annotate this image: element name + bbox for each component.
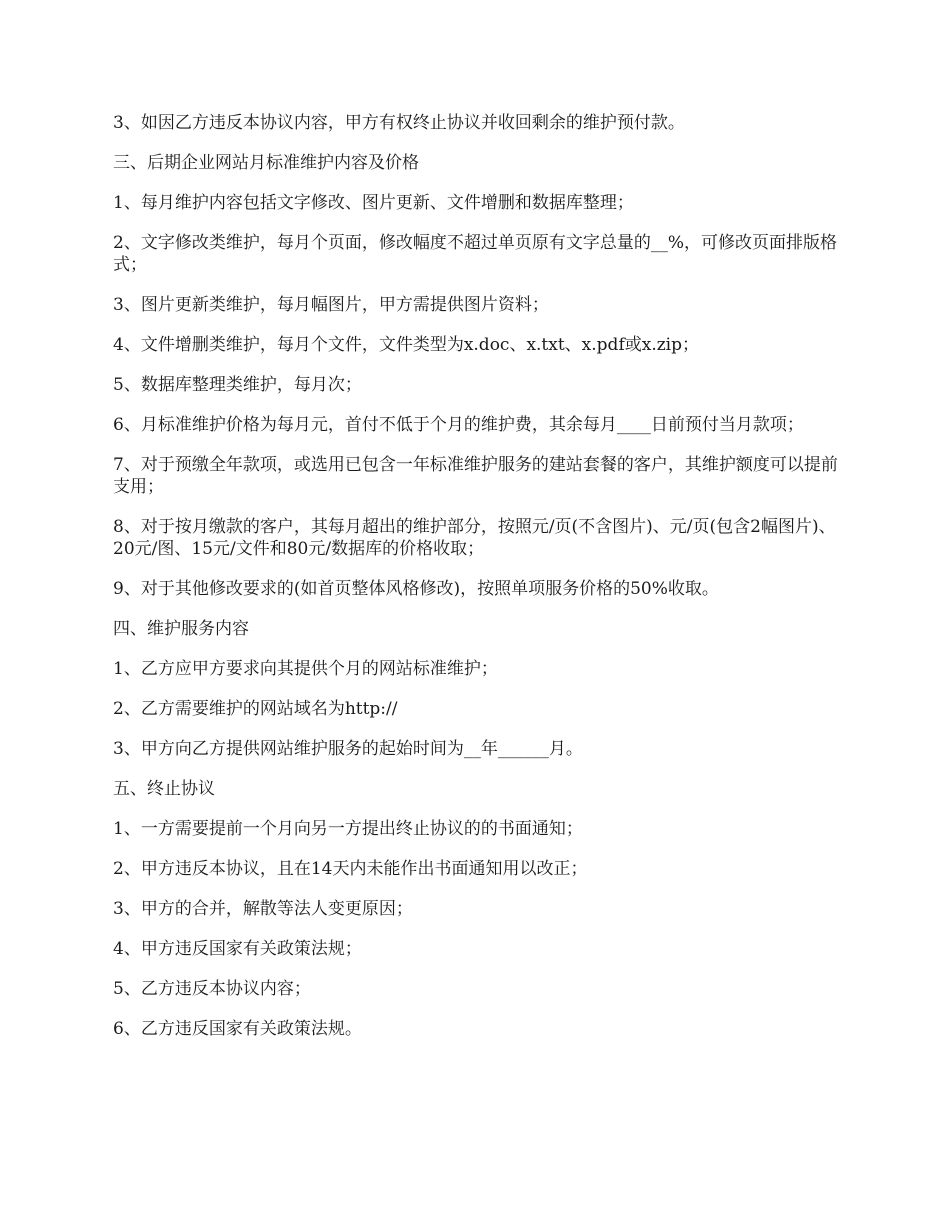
paragraph-image-update-maintenance: 3、图片更新类维护，每月幅图片，甲方需提供图片资料；	[113, 295, 549, 315]
paragraph-clause-3-termination-refund: 3、如因乙方违反本协议内容，甲方有权终止协议并收回剩余的维护预付款。	[113, 113, 685, 133]
paragraph-text-edit-maintenance: 2、文字修改类维护，每月个页面，修改幅度不超过单页原有文字总量的__%，可修改页面排版格式；	[113, 233, 837, 275]
paragraph-termination-party-a-law: 4、甲方违反国家有关政策法规；	[113, 939, 362, 959]
paragraph-maintenance-scope: 1、每月维护内容包括文字修改、图片更新、文件增删和数据库整理；	[113, 193, 634, 213]
paragraph-database-maintenance: 5、数据库整理类维护，每月次；	[113, 375, 362, 395]
paragraph-termination-party-a-breach: 2、甲方违反本协议，且在14天内未能作出书面通知用以改正；	[113, 859, 588, 879]
paragraph-termination-party-b-breach: 5、乙方违反本协议内容；	[113, 979, 311, 999]
paragraph-termination-notice: 1、一方需要提前一个月向另一方提出终止协议的的书面通知；	[113, 819, 583, 839]
paragraph-file-maintenance: 4、文件增删类维护，每月个文件，文件类型为x.doc、x.txt、x.pdf或x.zip；	[113, 335, 700, 355]
document-body	[113, 112, 843, 1058]
section-heading-termination: 五、终止协议	[113, 779, 215, 799]
paragraph-service-duration: 1、乙方应甲方要求向其提供个月的网站标准维护；	[113, 659, 498, 679]
paragraph-monthly-price: 6、月标准维护价格为每月元，首付不低于个月的维护费，其余每月____日前预付当月款项；	[113, 415, 804, 435]
paragraph-website-domain: 2、乙方需要维护的网站域名为http://	[113, 699, 398, 719]
paragraph-termination-merger: 3、甲方的合并，解散等法人变更原因；	[113, 899, 413, 919]
paragraph-annual-prepay: 7、对于预缴全年款项，或选用已包含一年标准维护服务的建站套餐的客户，其维护额度可以提前支用；	[113, 455, 838, 497]
paragraph-other-changes: 9、对于其他修改要求的(如首页整体风格修改)，按照单项服务价格的50%收取。	[113, 579, 719, 599]
paragraph-service-start-date: 3、甲方向乙方提供网站维护服务的起始时间为__年______月。	[113, 739, 583, 759]
section-heading-monthly-maintenance: 三、后期企业网站月标准维护内容及价格	[113, 153, 419, 173]
paragraph-overage-pricing: 8、对于按月缴款的客户，其每月超出的维护部分，按照元/页(不含图片)、元/页(包含2幅图片)、20元/图、15元/文件和80元/数据库的价格收取；	[113, 517, 836, 559]
paragraph-termination-party-b-law: 6、乙方违反国家有关政策法规。	[113, 1019, 362, 1039]
section-heading-service-content: 四、维护服务内容	[113, 619, 249, 639]
